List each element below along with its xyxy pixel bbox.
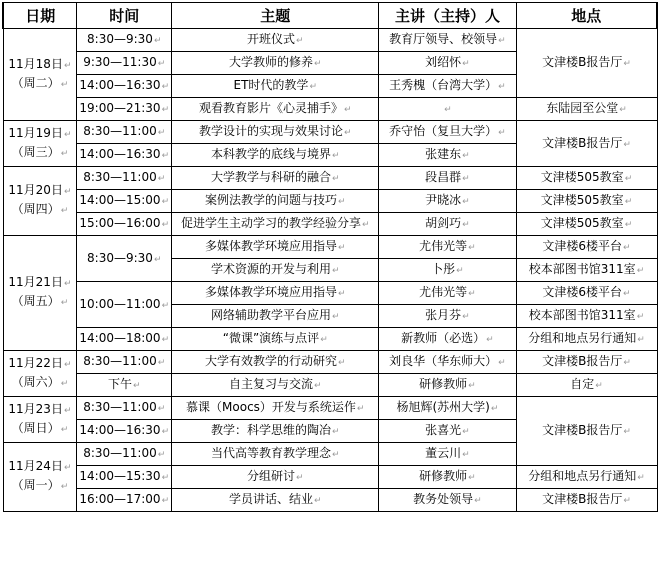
speaker-cell <box>379 144 516 167</box>
paragraph-mark-icon: ↵ <box>60 424 69 435</box>
paragraph-mark-icon: ↵ <box>157 404 166 414</box>
time-cell <box>77 190 172 213</box>
paragraph-mark-icon: ↵ <box>320 335 328 345</box>
topic-cell <box>172 489 379 512</box>
paragraph-mark-icon: ↵ <box>63 405 72 416</box>
weekday-text: （周日） <box>11 420 60 435</box>
paragraph-mark-icon: ↵ <box>60 298 69 308</box>
paragraph-mark-icon: ↵ <box>63 60 72 71</box>
cell-text: 下午 <box>107 377 132 391</box>
cell-text: 分组和地点另行通知 <box>528 331 637 345</box>
cell-text: 文津楼B报告厅 <box>542 135 623 150</box>
cell-text: 文津楼505教室 <box>540 193 624 207</box>
paragraph-mark-icon: ↵ <box>636 312 645 322</box>
speaker-cell <box>379 374 516 397</box>
paragraph-mark-icon: ↵ <box>356 404 365 414</box>
cell-text: 自主复习与交流 <box>228 377 313 391</box>
speaker-cell <box>379 466 516 489</box>
paragraph-mark-icon: ↵ <box>468 473 476 483</box>
paragraph-mark-icon: ↵ <box>623 243 631 253</box>
cell-text: “微课”演练与点评 <box>222 331 320 345</box>
paragraph-mark-icon: ↵ <box>133 381 141 391</box>
cell-text: 网络辅助教学平台应用 <box>210 308 331 322</box>
cell-text: 教育厅领导、校领导 <box>389 32 498 46</box>
table-row <box>3 351 657 374</box>
table-row <box>3 213 657 236</box>
cell-text: 学术资源的开发与利用 <box>210 262 331 276</box>
paragraph-mark-icon: ↵ <box>161 300 170 311</box>
paragraph-mark-icon: ↵ <box>462 59 470 69</box>
paragraph-mark-icon: ↵ <box>161 473 170 483</box>
paragraph-mark-icon: ↵ <box>295 473 304 483</box>
paragraph-mark-icon: ↵ <box>462 151 470 161</box>
paragraph-mark-icon: ↵ <box>313 59 322 69</box>
time-cell <box>77 98 172 121</box>
paragraph-mark-icon: ↵ <box>337 358 346 368</box>
paragraph-mark-icon: ↵ <box>595 381 603 391</box>
date-cell <box>3 351 77 397</box>
paragraph-mark-icon: ↵ <box>337 197 346 207</box>
topic-cell <box>172 98 379 121</box>
paragraph-mark-icon: ↵ <box>157 128 166 138</box>
paragraph-mark-icon: ↵ <box>498 128 506 138</box>
cell-text: 8:30—9:30 <box>87 32 153 46</box>
topic-cell <box>172 443 379 466</box>
speaker-cell <box>379 397 516 420</box>
date-cell <box>3 167 77 236</box>
cell-text: 9:30—11:30 <box>83 55 157 69</box>
cell-text: 多媒体教学环境应用指导 <box>204 239 337 253</box>
paragraph-mark-icon: ↵ <box>468 381 476 391</box>
cell-text: 学员讲话、结业 <box>228 492 313 506</box>
table-row <box>3 121 657 144</box>
place-cell <box>516 190 657 213</box>
time-cell <box>77 52 172 75</box>
time-cell <box>77 489 172 512</box>
header-date: 日期 <box>3 3 77 29</box>
time-cell <box>77 282 172 328</box>
cell-text: 张建东 <box>425 147 462 161</box>
time-cell <box>77 420 172 443</box>
cell-text: 大学教师的修养 <box>228 55 313 69</box>
cell-text: 刘良华（华东师大） <box>389 354 498 368</box>
paragraph-mark-icon: ↵ <box>60 378 69 389</box>
paragraph-mark-icon: ↵ <box>444 105 452 115</box>
cell-text: 16:00—17:00 <box>79 492 161 506</box>
cell-text: 杨旭辉(苏州大学) <box>396 400 490 414</box>
topic-cell <box>172 52 379 75</box>
time-cell <box>77 236 172 282</box>
weekday-text: （周四） <box>11 202 60 216</box>
paragraph-mark-icon: ↵ <box>623 139 631 150</box>
paragraph-mark-icon: ↵ <box>474 496 482 506</box>
speaker-cell <box>379 213 516 236</box>
time-cell <box>77 397 172 420</box>
topic-cell <box>172 305 379 328</box>
speaker-cell <box>379 52 516 75</box>
cell-text: 大学教学与科研的融合 <box>210 170 331 184</box>
paragraph-mark-icon: ↵ <box>63 187 72 197</box>
time-cell <box>77 213 172 236</box>
topic-cell <box>172 190 379 213</box>
speaker-cell <box>379 420 516 443</box>
paragraph-mark-icon: ↵ <box>337 243 346 253</box>
paragraph-mark-icon: ↵ <box>313 381 322 391</box>
cell-text: 教学：科学思维的陶冶 <box>210 423 331 437</box>
header-place: 地点 <box>516 3 657 29</box>
cell-text: 文津楼B报告厅 <box>542 354 623 368</box>
table-row <box>3 328 657 351</box>
paragraph-mark-icon: ↵ <box>462 220 470 230</box>
speaker-cell <box>379 489 516 512</box>
paragraph-mark-icon: ↵ <box>462 450 470 460</box>
paragraph-mark-icon: ↵ <box>462 427 470 437</box>
cell-text: ET时代的教学 <box>233 78 309 92</box>
date-text: 11月20日 <box>8 183 63 197</box>
paragraph-mark-icon: ↵ <box>157 450 166 460</box>
cell-text: 文津楼B报告厅 <box>542 423 623 437</box>
cell-text: 自定 <box>570 377 595 391</box>
cell-text: 董云川 <box>425 446 462 460</box>
paragraph-mark-icon: ↵ <box>462 312 470 322</box>
paragraph-mark-icon: ↵ <box>331 312 340 322</box>
speaker-cell <box>379 351 516 374</box>
cell-text: 开班仪式 <box>246 32 295 46</box>
paragraph-mark-icon: ↵ <box>498 82 506 92</box>
topic-cell <box>172 144 379 167</box>
paragraph-mark-icon: ↵ <box>462 174 470 184</box>
table-row <box>3 374 657 397</box>
cell-text: 研修教师 <box>419 377 468 391</box>
cell-text: 文津楼505教室 <box>540 170 624 184</box>
date-text: 11月24日 <box>8 459 63 473</box>
table-row <box>3 29 657 52</box>
paragraph-mark-icon: ↵ <box>624 220 633 230</box>
weekday-text: （周三） <box>11 144 60 159</box>
paragraph-mark-icon: ↵ <box>343 128 352 138</box>
topic-cell <box>172 236 379 259</box>
cell-text: 胡剑巧 <box>425 216 462 230</box>
time-cell <box>77 75 172 98</box>
paragraph-mark-icon: ↵ <box>637 473 645 483</box>
paragraph-mark-icon: ↵ <box>63 279 72 289</box>
cell-text: 14:00—16:30 <box>79 147 161 161</box>
time-cell <box>77 351 172 374</box>
cell-text: 14:00—18:00 <box>79 331 161 345</box>
cell-text: 卜彤 <box>431 262 456 276</box>
cell-text: 尤伟光等 <box>419 285 468 299</box>
paragraph-mark-icon: ↵ <box>161 220 170 230</box>
table-row <box>3 466 657 489</box>
cell-text: 14:00—16:30 <box>79 423 161 437</box>
speaker-cell <box>379 328 516 351</box>
speaker-cell <box>379 190 516 213</box>
paragraph-mark-icon: ↵ <box>313 496 322 506</box>
header-speaker: 主讲（主持）人 <box>379 3 516 29</box>
speaker-cell <box>379 167 516 190</box>
paragraph-mark-icon: ↵ <box>161 105 170 115</box>
place-cell <box>516 121 657 167</box>
time-cell <box>77 466 172 489</box>
date-cell <box>3 29 77 121</box>
topic-cell <box>172 213 379 236</box>
cell-text: 8:30—11:00 <box>83 446 157 460</box>
cell-text: 14:00—16:30 <box>79 78 161 92</box>
place-cell <box>516 351 657 374</box>
time-cell <box>77 29 172 52</box>
date-cell <box>3 397 77 443</box>
training-schedule-table <box>2 2 658 512</box>
paragraph-mark-icon: ↵ <box>462 197 470 207</box>
cell-text: 8:30—11:00 <box>83 170 157 184</box>
cell-text: 研修教师 <box>419 469 468 483</box>
cell-text: 促进学生主动学习的教学经验分享 <box>180 216 361 230</box>
paragraph-mark-icon: ↵ <box>157 174 166 184</box>
cell-text: 文津楼B报告厅 <box>542 492 623 506</box>
paragraph-mark-icon: ↵ <box>331 427 340 437</box>
cell-text: 王秀槐（台湾大学） <box>389 78 498 92</box>
time-cell <box>77 121 172 144</box>
topic-cell <box>172 374 379 397</box>
cell-text: 大学有效教学的行动研究 <box>204 354 337 368</box>
cell-text: 8:30—11:00 <box>83 400 157 414</box>
paragraph-mark-icon: ↵ <box>498 36 506 46</box>
paragraph-mark-icon: ↵ <box>60 482 69 492</box>
paragraph-mark-icon: ↵ <box>161 496 170 506</box>
header-time: 时间 <box>77 3 172 29</box>
paragraph-mark-icon: ↵ <box>161 151 170 161</box>
topic-cell <box>172 420 379 443</box>
topic-cell <box>172 328 379 351</box>
paragraph-mark-icon: ↵ <box>331 450 340 460</box>
table-row <box>3 236 657 259</box>
paragraph-mark-icon: ↵ <box>623 289 631 299</box>
paragraph-mark-icon: ↵ <box>331 266 340 276</box>
paragraph-mark-icon: ↵ <box>63 359 72 370</box>
paragraph-mark-icon: ↵ <box>309 82 317 92</box>
date-cell <box>3 443 77 512</box>
cell-text: 文津楼6楼平台 <box>542 285 623 299</box>
paragraph-mark-icon: ↵ <box>623 427 631 437</box>
weekday-text: （周二） <box>11 75 60 90</box>
place-cell <box>516 259 657 282</box>
speaker-cell <box>379 282 516 305</box>
date-text: 11月21日 <box>8 275 63 289</box>
topic-cell <box>172 167 379 190</box>
paragraph-mark-icon: ↵ <box>636 266 645 276</box>
cell-text: 14:00—15:00 <box>79 193 161 207</box>
speaker-cell <box>379 305 516 328</box>
place-cell <box>516 29 657 98</box>
speaker-cell <box>379 75 516 98</box>
paragraph-mark-icon: ↵ <box>619 105 627 115</box>
table-row <box>3 282 657 305</box>
paragraph-mark-icon: ↵ <box>498 358 506 368</box>
cell-text: 多媒体教学环境应用指导 <box>204 285 337 299</box>
paragraph-mark-icon: ↵ <box>486 335 494 345</box>
paragraph-mark-icon: ↵ <box>637 335 645 345</box>
time-cell <box>77 374 172 397</box>
header-topic: 主题 <box>172 3 379 29</box>
cell-text: 15:00—16:00 <box>79 216 161 230</box>
cell-text: 案例法教学的问题与技巧 <box>204 193 337 207</box>
time-cell <box>77 167 172 190</box>
table-row <box>3 167 657 190</box>
cell-text: 8:30—11:00 <box>83 124 157 138</box>
paragraph-mark-icon: ↵ <box>161 335 170 345</box>
paragraph-mark-icon: ↵ <box>468 243 476 253</box>
place-cell <box>516 305 657 328</box>
speaker-cell <box>379 259 516 282</box>
time-cell <box>77 144 172 167</box>
cell-text: 段昌群 <box>425 170 462 184</box>
paragraph-mark-icon: ↵ <box>331 174 340 184</box>
cell-text: 文津楼505教室 <box>540 216 624 230</box>
table-row <box>3 190 657 213</box>
place-cell <box>516 374 657 397</box>
cell-text: 校本部图书馆311室 <box>528 262 636 276</box>
speaker-cell <box>379 236 516 259</box>
speaker-cell <box>379 29 516 52</box>
header-row <box>3 3 657 29</box>
paragraph-mark-icon: ↵ <box>157 358 166 368</box>
paragraph-mark-icon: ↵ <box>153 36 162 46</box>
date-text: 11月18日 <box>8 56 63 71</box>
paragraph-mark-icon: ↵ <box>456 266 464 276</box>
place-cell <box>516 466 657 489</box>
speaker-cell <box>379 121 516 144</box>
topic-cell <box>172 282 379 305</box>
topic-cell <box>172 466 379 489</box>
place-cell <box>516 98 657 121</box>
date-cell <box>3 121 77 167</box>
cell-text: 当代高等教育教学理念 <box>210 446 331 460</box>
cell-text: 本科教学的底线与境界 <box>210 147 331 161</box>
paragraph-mark-icon: ↵ <box>60 206 69 216</box>
cell-text: 14:00—15:30 <box>79 469 161 483</box>
paragraph-mark-icon: ↵ <box>361 220 370 230</box>
cell-text: 张喜光 <box>425 423 462 437</box>
place-cell <box>516 236 657 259</box>
cell-text: 乔守怡（复旦大学） <box>389 124 498 138</box>
topic-cell <box>172 397 379 420</box>
cell-text: 文津楼6楼平台 <box>542 239 623 253</box>
paragraph-mark-icon: ↵ <box>161 197 170 207</box>
date-text: 11月19日 <box>8 125 63 140</box>
paragraph-mark-icon: ↵ <box>331 151 340 161</box>
cell-text: 10:00—11:00 <box>79 296 161 311</box>
cell-text: 东陆园至公堂 <box>546 101 619 115</box>
paragraph-mark-icon: ↵ <box>468 289 476 299</box>
speaker-cell <box>379 443 516 466</box>
topic-cell <box>172 351 379 374</box>
paragraph-mark-icon: ↵ <box>60 79 69 90</box>
cell-text: 教学设计的实现与效果讨论 <box>198 124 343 138</box>
topic-cell <box>172 29 379 52</box>
paragraph-mark-icon: ↵ <box>343 105 352 115</box>
topic-cell <box>172 75 379 98</box>
place-cell <box>516 397 657 466</box>
paragraph-mark-icon: ↵ <box>295 36 304 46</box>
cell-text: 8:30—11:00 <box>83 354 157 368</box>
date-cell <box>3 236 77 351</box>
cell-text: 观看教育影片《心灵捕手》 <box>198 101 343 115</box>
cell-text: 文津楼B报告厅 <box>542 55 623 69</box>
speaker-cell <box>379 98 516 121</box>
paragraph-mark-icon: ↵ <box>490 404 499 414</box>
cell-text: 慕课（Moocs）开发与系统运作 <box>186 400 356 414</box>
topic-cell <box>172 259 379 282</box>
weekday-text: （周一） <box>11 478 60 492</box>
paragraph-mark-icon: ↵ <box>60 148 69 159</box>
table-row <box>3 98 657 121</box>
cell-text: 刘绍怀 <box>425 55 462 69</box>
weekday-text: （周六） <box>11 374 60 389</box>
cell-text: 张月芬 <box>425 308 462 322</box>
place-cell <box>516 213 657 236</box>
date-text: 11月23日 <box>8 401 63 416</box>
paragraph-mark-icon: ↵ <box>624 174 633 184</box>
paragraph-mark-icon: ↵ <box>153 254 162 265</box>
paragraph-mark-icon: ↵ <box>623 358 631 368</box>
paragraph-mark-icon: ↵ <box>63 463 72 473</box>
cell-text: 新教师（必选） <box>401 331 486 345</box>
place-cell <box>516 328 657 351</box>
place-cell <box>516 167 657 190</box>
topic-cell <box>172 121 379 144</box>
table-row <box>3 489 657 512</box>
date-text: 11月22日 <box>8 355 63 370</box>
table-row <box>3 397 657 420</box>
cell-text: 19:00—21:30 <box>79 101 161 115</box>
time-cell <box>77 443 172 466</box>
paragraph-mark-icon: ↵ <box>623 496 631 506</box>
time-cell <box>77 328 172 351</box>
cell-text: 分组研讨 <box>246 469 295 483</box>
paragraph-mark-icon: ↵ <box>623 59 631 69</box>
place-cell <box>516 489 657 512</box>
paragraph-mark-icon: ↵ <box>161 82 170 92</box>
cell-text: 教务处领导 <box>413 492 474 506</box>
weekday-text: （周五） <box>11 294 60 308</box>
paragraph-mark-icon: ↵ <box>63 129 72 140</box>
cell-text: 尹晓冰 <box>425 193 462 207</box>
schedule-wrapper <box>2 2 658 512</box>
paragraph-mark-icon: ↵ <box>157 59 166 69</box>
paragraph-mark-icon: ↵ <box>161 427 170 437</box>
cell-text: 分组和地点另行通知 <box>528 469 637 483</box>
cell-text: 尤伟光等 <box>419 239 468 253</box>
cell-text: 校本部图书馆311室 <box>528 308 636 322</box>
paragraph-mark-icon: ↵ <box>337 289 346 299</box>
place-cell <box>516 282 657 305</box>
paragraph-mark-icon: ↵ <box>624 197 633 207</box>
cell-text: 8:30—9:30 <box>87 250 153 265</box>
